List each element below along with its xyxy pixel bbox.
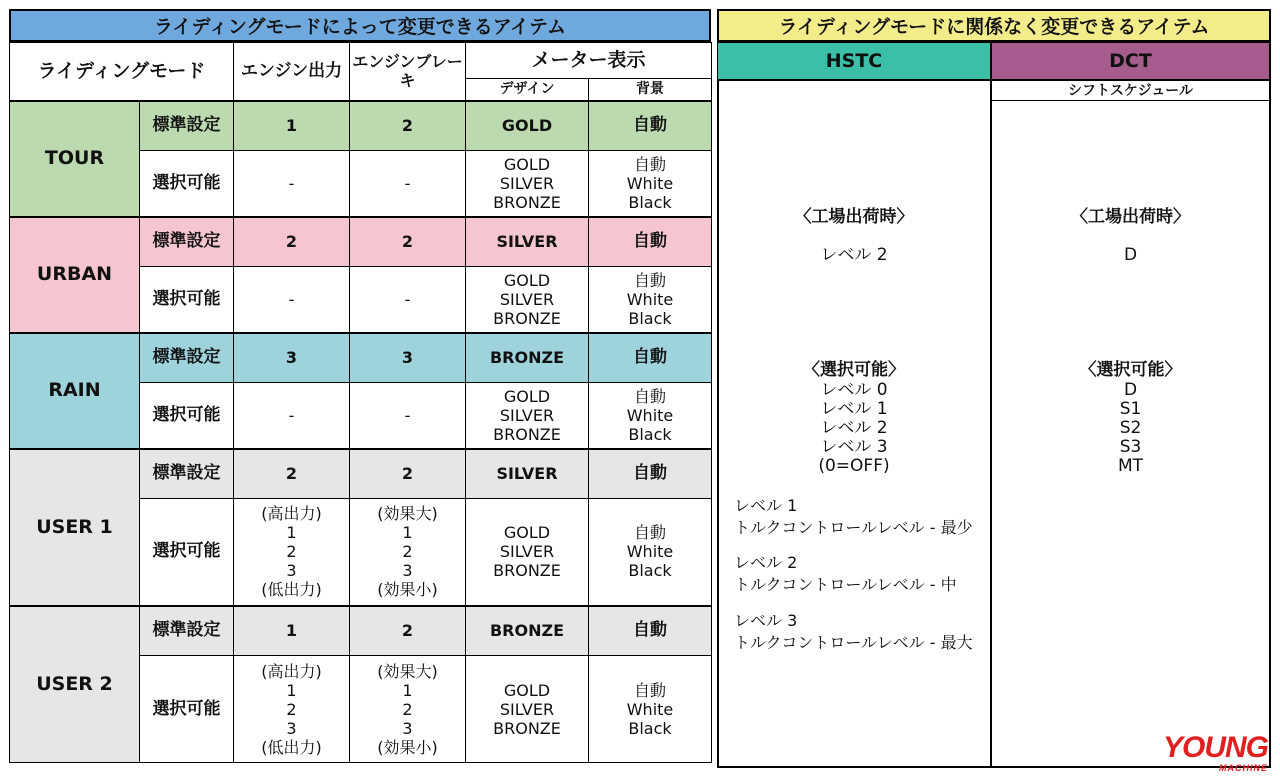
- sel-brake: (効果大) 1 2 3 (効果小): [350, 656, 466, 763]
- select-label: 選択可能: [140, 656, 234, 763]
- std-background: 自動: [589, 217, 712, 267]
- mode-name: RAIN: [10, 333, 140, 449]
- hstc-select-label: 〈選択可能〉: [803, 360, 905, 380]
- sel-brake: -: [350, 267, 466, 333]
- dct-subheader: シフトスケジュール: [992, 81, 1269, 101]
- dct-select-values: D S1 S2 S3 MT: [1117, 380, 1144, 476]
- mode-name: URBAN: [10, 217, 140, 333]
- standard-label: 標準設定: [140, 217, 234, 267]
- std-brake: 2: [350, 101, 466, 151]
- sel-engine: (高出力) 1 2 3 (低出力): [234, 499, 350, 606]
- std-engine: 2: [234, 449, 350, 499]
- dct-header: DCT: [992, 43, 1269, 81]
- hstc-note-2-level: レベル 2: [734, 553, 798, 572]
- logo-subtext: MACHINE: [1219, 763, 1268, 773]
- dct-select-label: 〈選択可能〉: [1079, 360, 1182, 380]
- col-header-meter: メーター表示: [466, 43, 712, 79]
- hstc-note-3-level: レベル 3: [734, 611, 798, 630]
- std-design: SILVER: [466, 217, 589, 267]
- select-label: 選択可能: [140, 267, 234, 333]
- hstc-note-1-level: レベル 1: [734, 496, 798, 515]
- std-brake: 2: [350, 606, 466, 656]
- right-section-title: ライディングモードに関係なく変更できるアイテム: [717, 9, 1271, 42]
- sel-design: GOLD SILVER BRONZE: [466, 499, 589, 606]
- sel-engine: -: [234, 383, 350, 449]
- std-background: 自動: [589, 449, 712, 499]
- sel-brake: (効果大) 1 2 3 (効果小): [350, 499, 466, 606]
- select-label: 選択可能: [140, 499, 234, 606]
- col-header-background: 背景: [589, 79, 712, 101]
- dct-factory-value: D: [1123, 245, 1138, 265]
- std-background: 自動: [589, 333, 712, 383]
- hstc-factory-value: レベル 2: [820, 245, 888, 265]
- std-brake: 2: [350, 449, 466, 499]
- select-label: 選択可能: [140, 151, 234, 217]
- sel-background: 自動 White Black: [589, 383, 712, 449]
- sel-background: 自動 White Black: [589, 499, 712, 606]
- hstc-note-2-desc: トルクコントロールレベル - 中: [734, 575, 957, 594]
- std-design: GOLD: [466, 101, 589, 151]
- std-background: 自動: [589, 606, 712, 656]
- std-design: SILVER: [466, 449, 589, 499]
- sel-brake: -: [350, 151, 466, 217]
- std-design: BRONZE: [466, 333, 589, 383]
- std-engine: 3: [234, 333, 350, 383]
- sel-background: 自動 White Black: [589, 267, 712, 333]
- riding-mode-table: [9, 42, 712, 763]
- col-header-design: デザイン: [466, 79, 589, 101]
- std-engine: 1: [234, 606, 350, 656]
- std-background: 自動: [589, 101, 712, 151]
- col-header-mode: ライディングモード: [10, 43, 234, 101]
- hstc-select-values: レベル 0 レベル 1 レベル 2 レベル 3 (0=OFF): [818, 380, 890, 476]
- std-brake: 2: [350, 217, 466, 267]
- standard-label: 標準設定: [140, 449, 234, 499]
- sel-engine: (高出力) 1 2 3 (低出力): [234, 656, 350, 763]
- std-brake: 3: [350, 333, 466, 383]
- sel-background: 自動 White Black: [589, 151, 712, 217]
- col-header-engine: エンジン出力: [234, 43, 350, 101]
- standard-label: 標準設定: [140, 101, 234, 151]
- dct-factory-label: 〈工場出荷時〉: [1071, 207, 1190, 227]
- sel-brake: -: [350, 383, 466, 449]
- sel-background: 自動 White Black: [589, 656, 712, 763]
- young-machine-logo: [1138, 733, 1268, 773]
- std-engine: 1: [234, 101, 350, 151]
- sel-design: GOLD SILVER BRONZE: [466, 656, 589, 763]
- standard-label: 標準設定: [140, 606, 234, 656]
- hstc-factory-label: 〈工場出荷時〉: [794, 207, 914, 227]
- mode-name: TOUR: [10, 101, 140, 217]
- mode-name: USER 1: [10, 449, 140, 606]
- left-section-title: ライディングモードによって変更できるアイテム: [9, 9, 711, 42]
- standard-label: 標準設定: [140, 333, 234, 383]
- hstc-header: HSTC: [718, 43, 990, 81]
- sel-design: GOLD SILVER BRONZE: [466, 383, 589, 449]
- hstc-note-1-desc: トルクコントロールレベル - 最少: [734, 518, 973, 537]
- col-header-brake: エンジンブレーキ: [350, 43, 466, 101]
- sel-design: GOLD SILVER BRONZE: [466, 151, 589, 217]
- sel-engine: -: [234, 151, 350, 217]
- hstc-note-3-desc: トルクコントロールレベル - 最大: [734, 633, 973, 652]
- sel-design: GOLD SILVER BRONZE: [466, 267, 589, 333]
- std-design: BRONZE: [466, 606, 589, 656]
- logo-text: YOUNG: [1162, 731, 1268, 764]
- select-label: 選択可能: [140, 383, 234, 449]
- sel-engine: -: [234, 267, 350, 333]
- mode-name: USER 2: [10, 606, 140, 763]
- std-engine: 2: [234, 217, 350, 267]
